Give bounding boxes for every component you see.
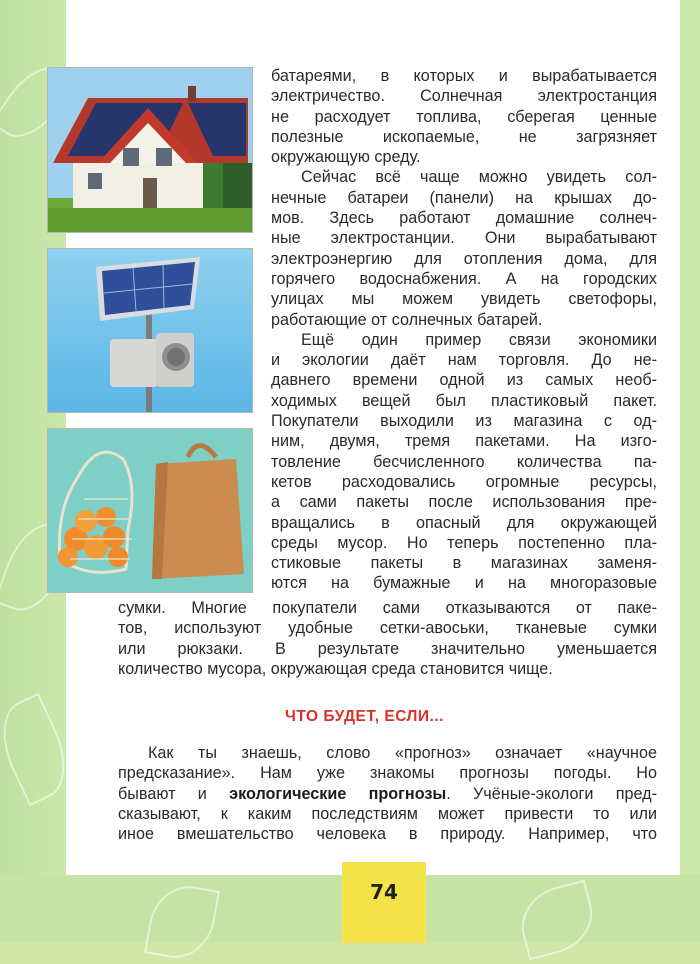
text-line: и экологии даёт нам торговля. До не- <box>271 351 657 370</box>
text-line: Покупатели выходили из магазина с од- <box>271 412 657 431</box>
text-line: полезные ископаемые, не загрязняет <box>271 127 657 146</box>
text-line: ним, двумя, тремя пакетами. На изго- <box>271 432 657 451</box>
text-line: иное вмешательство человека в природу. Например, что <box>118 825 657 844</box>
page-number-box <box>342 862 426 943</box>
bold-term: экологические прогнозы <box>229 784 447 803</box>
text-line: ные электростанции. Они вырабатывают <box>271 229 657 248</box>
text-line: количество мусора, окружающая среда становится чище. <box>118 659 553 678</box>
text-line: кетов расходовались огромные ресурсы, <box>271 472 657 491</box>
text-line: нечные батареи (панели) на крышах до- <box>271 188 657 207</box>
reusable-bags-photo <box>47 428 253 593</box>
reusable-bags-image <box>48 429 252 592</box>
text-line: батареями, в которых и вырабатывается <box>271 67 657 85</box>
text-line: горячего водоснабжения. А на городских <box>271 269 657 288</box>
solar-traffic-light-photo <box>47 248 253 413</box>
text-line: мов. Здесь работают домашние солнеч- <box>271 209 657 228</box>
text-line: Ещё один пример связи экономики <box>301 330 657 349</box>
text-line: а сами пакеты после использования пре- <box>271 493 657 512</box>
text-line: ходимых вещей был пластиковый пакет. <box>271 391 657 410</box>
text-line: улицах мы можем увидеть светофоры, <box>271 290 657 309</box>
text-fragment: бывают и <box>118 784 230 803</box>
paragraph-right-column <box>271 66 657 594</box>
text-line: работающие от солнечных батарей. <box>271 310 543 329</box>
house-solar-image <box>48 68 252 232</box>
paragraph-full-width <box>118 598 657 679</box>
text-line: или рюкзаки. В результате значительно уменьшается <box>118 639 657 658</box>
text-line: товление бесчисленного количества па- <box>271 452 657 471</box>
text-line: давнего времени одной из самых необ- <box>271 371 657 390</box>
text-line: Как ты знаешь, слово «прогноз» означает «научное <box>148 744 657 762</box>
text-line: не расходует топлива, сберегая ценные <box>271 107 657 126</box>
solar-traffic-light-image <box>48 249 252 412</box>
text-line: среды мусор. Но теперь постепенно пла- <box>271 533 657 552</box>
page-number: 74 <box>370 880 398 904</box>
text-line: ются на бумажные и на многоразовые <box>271 574 657 593</box>
paragraph-forecast <box>118 743 657 844</box>
text-line: стиковые пакеты в магазинах заменя- <box>271 554 657 573</box>
text-line: электроэнергию для отопления дома, для <box>271 249 657 268</box>
text-line: тов, используют удобные сетки-авоськи, тканевые сумки <box>118 619 657 638</box>
text-line: Сейчас всё чаще можно увидеть сол- <box>301 168 657 187</box>
text-line: электричество. Солнечная электростанция <box>271 87 657 106</box>
text-line: сумки. Многие покупатели сами отказываются от паке- <box>118 599 657 617</box>
text-line <box>118 784 657 804</box>
text-line: предсказание». Нам уже знакомы прогнозы погоды. Но <box>118 764 657 783</box>
text-fragment: . Учёные-экологи пред- <box>446 784 657 803</box>
text-line: вращались в опасный для окружающей <box>271 513 657 532</box>
section-heading: ЧТО БУДЕТ, ЕСЛИ... <box>285 708 444 725</box>
text-line: окружающую среду. <box>271 148 421 167</box>
text-line: сказывают, к каким последствиям может привести то или <box>118 804 657 823</box>
house-solar-photo <box>47 67 253 233</box>
